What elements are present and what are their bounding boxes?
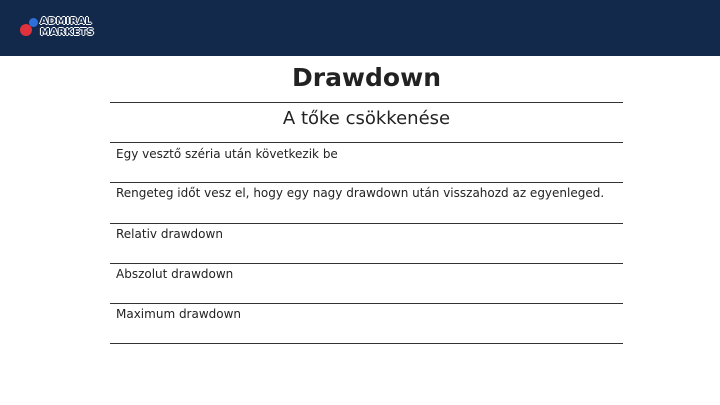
list-item: Egy vesztő széria után következik be bbox=[116, 147, 338, 161]
divider-line bbox=[110, 142, 623, 143]
divider-line bbox=[110, 303, 623, 304]
slide-title: Drawdown bbox=[291, 63, 441, 92]
list-item: Rengeteg időt vesz el, hogy egy nagy drawdown után visszahozd az egyenleged. bbox=[116, 186, 605, 200]
logo-blue-dot-icon bbox=[29, 18, 38, 27]
logo-line-2: MARKETS bbox=[40, 27, 94, 38]
list-item: Relativ drawdown bbox=[116, 227, 223, 241]
divider-line bbox=[110, 102, 623, 103]
divider-line bbox=[110, 343, 623, 344]
divider-line bbox=[110, 182, 623, 183]
header-bar bbox=[0, 0, 720, 56]
list-item: Abszolut drawdown bbox=[116, 267, 234, 281]
list-item: Maximum drawdown bbox=[116, 307, 242, 321]
slide-subtitle: A tőke csökkenése bbox=[282, 108, 451, 129]
logo-wordmark bbox=[40, 16, 94, 38]
brand-logo[interactable] bbox=[18, 14, 98, 42]
divider-line bbox=[110, 263, 623, 264]
divider-line bbox=[110, 223, 623, 224]
logo-line-1: ADMIRAL bbox=[40, 16, 92, 27]
